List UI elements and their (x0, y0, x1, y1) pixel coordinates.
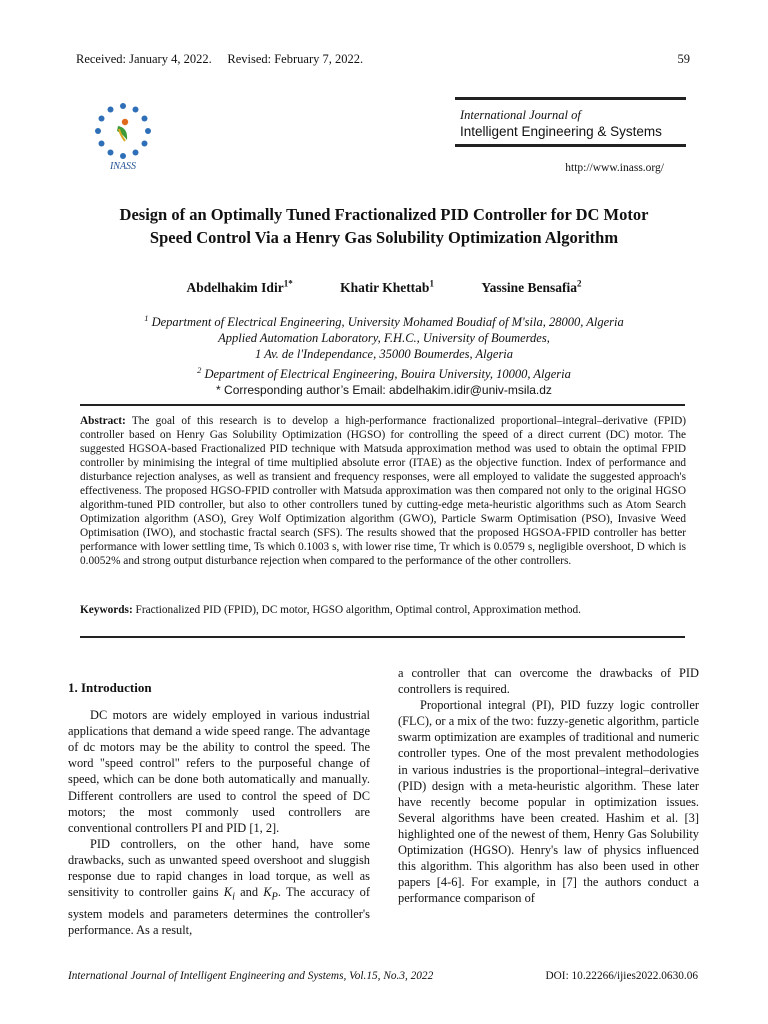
journal-url-link[interactable]: http://www.inass.org/ (565, 162, 664, 174)
keywords-text: Fractionalized PID (FPID), DC motor, HGSO algorithm, Optimal control, Approximation method. (132, 604, 581, 616)
author (340, 280, 434, 295)
symbol-k: K (223, 885, 233, 900)
paragraph: a controller that can overcome the drawbacks of PID controllers is required. (398, 666, 699, 697)
corresponding-email[interactable]: * Corresponding author’s Email: abdelhakim.idir@univ-msila.dz (216, 382, 552, 397)
journal-name-line2: Intelligent Engineering & Systems (460, 124, 662, 139)
paragraph: Proportional integral (PI), PID fuzzy logic controller (FLC), or a mix of the two: fuzzy-genetic algorithm, particle swarm optimization are examples of traditional and numeric controller types. One of the most prevalent methodologies in various industries is the proportional–integral–derivative (PID) design with a meta-heuristic algorithm. These later have recently become popular in optimization issues. Several algorithms have been created. Hashim et al. [3] highlighted one of the newest of them, Henry Gas Solubility Optimization (HGSO). Henry's law of physics influenced this algorithm. This algorithm has also been used in other papers [4-6]. For example, in [7] the authors conduct a performance comparison of (398, 698, 699, 906)
affiliation-1-line3: 1 Av. de l'Independance, 35000 Boumerdes, Algeria (254, 346, 514, 361)
affil-mark: 2 (197, 364, 202, 375)
inass-logo (92, 100, 154, 172)
affil-mark: 1 (144, 313, 149, 323)
paragraph-text: . The accuracy of system models and parameters determines the controller's performance. As a result, (68, 885, 370, 937)
divider-top (80, 404, 685, 406)
paragraph-text: and (234, 885, 264, 900)
abstract-label: Abstract: (80, 415, 126, 427)
section-heading: 1. Introduction (68, 680, 152, 695)
left-column (68, 680, 370, 938)
paragraph-text: PID controllers, on the other hand, have some drawbacks, such as unwanted speed overshoot and sluggish response due to rapid changes in load torque, as well as sensitivity to controller gains (68, 836, 370, 900)
author-name: Yassine Bensafia (481, 279, 577, 295)
right-column (398, 665, 699, 906)
abstract (80, 414, 686, 569)
page-number: 59 (677, 52, 690, 66)
author-name: Abdelhakim Idir (186, 279, 284, 295)
paragraph: DC motors are widely employed in various industrial applications that demand a wide speed range. The advantage of dc motors may be the ability to control the speed. The word "speed control" refers to the purposeful change of speed, which can be done both automatically and manually. Different controllers are used to control the speed of DC motors; the most commonly used controllers are conventional controllers PI and PID [1, 2]. (68, 708, 370, 835)
symbol-k: K (263, 885, 272, 900)
symbol-k-i (223, 885, 235, 903)
footer-journal: International Journal of Intelligent Engineering and Systems, Vol.15, No.3, 2022 (68, 970, 434, 982)
journal-name-line1: International Journal of (460, 108, 581, 122)
keywords (80, 604, 686, 616)
journal-rule-bottom (455, 144, 686, 147)
author (187, 280, 293, 295)
paper-title (60, 203, 708, 249)
affiliation-1 (60, 311, 708, 331)
title-line1: Design of an Optimally Tuned Fractionalized PID Controller for DC Motor (119, 205, 649, 224)
affil-text: Department of Electrical Engineering, Bouira University, 10000, Algeria (201, 366, 571, 381)
affiliations (60, 311, 708, 398)
affil-text: Department of Electrical Engineering, University Mohamed Boudiaf of M'sila, 28000, Algeria (148, 315, 624, 330)
revised-date: Revised: February 7, 2022. (227, 52, 364, 66)
author-affil-mark: 2 (576, 278, 582, 288)
logo-text: INASS (109, 161, 137, 172)
symbol-k-p (263, 885, 278, 903)
author-list (0, 278, 768, 296)
affiliation-2 (60, 363, 708, 383)
subscript-i: i (232, 891, 235, 903)
footer-doi[interactable]: DOI: 10.22266/ijies2022.0630.06 (545, 970, 698, 982)
author (481, 280, 581, 295)
received-revised-dates (76, 52, 363, 67)
paragraph (68, 836, 370, 938)
author-name: Khatir Khettab (340, 279, 430, 295)
author-affil-mark: 1 (429, 278, 434, 288)
received-date: Received: January 4, 2022. (76, 52, 212, 66)
subscript-p: P (271, 891, 278, 903)
keywords-label: Keywords: (80, 604, 133, 616)
journal-rule-top (455, 97, 686, 100)
author-affil-mark: 1* (283, 278, 293, 288)
abstract-text: The goal of this research is to develop a high-performance fractionalized proportional–integral–derivative (FPID) controller based on Henry Gas Solubility Optimization (HGSO) for controlling the speed of a direct current (DC) motor. The suggested HGSOA-based Fractionalized PID technique with Matsuda approximation method was used to obtain the optimal FPID controller by minimising the integral of time multiplied absolute error (ITAE) as the objective function. Index of performance and disturbance rejection analyses, as well as transient and frequency responses, were all employed to validate the suggested approach's effectiveness. The proposed HGSO-FPID controller with Matsuda approximation was then compared not only to the original HGSO algorithm-tuned PID controller, but also to other controllers tuned by cutting-edge meta-heuristic algorithms such as Atom Search Optimization algorithm (ASO), Grey Wolf Optimization algorithm (GWO), Particle Swarm Optimisation (PSO), Invasive Weed Optimisation (IWO), and stochastic fractal search (SFS). The results showed that the proposed HGSOA-FPID controller has better performance with lower settling time, Ts which 0.1003 s, with lower rise time, Tr which is 0.0579 s, negligible overshoot, D which is 0.0052% and strong output disturbance rejection when compared to the performance of the other controllers. (80, 415, 686, 568)
title-line2: Speed Control Via a Henry Gas Solubility Optimization Algorithm (149, 228, 619, 247)
divider-bottom (80, 636, 685, 638)
affiliation-1-line2: Applied Automation Laboratory, F.H.C., University of Boumerdes, (218, 330, 550, 345)
